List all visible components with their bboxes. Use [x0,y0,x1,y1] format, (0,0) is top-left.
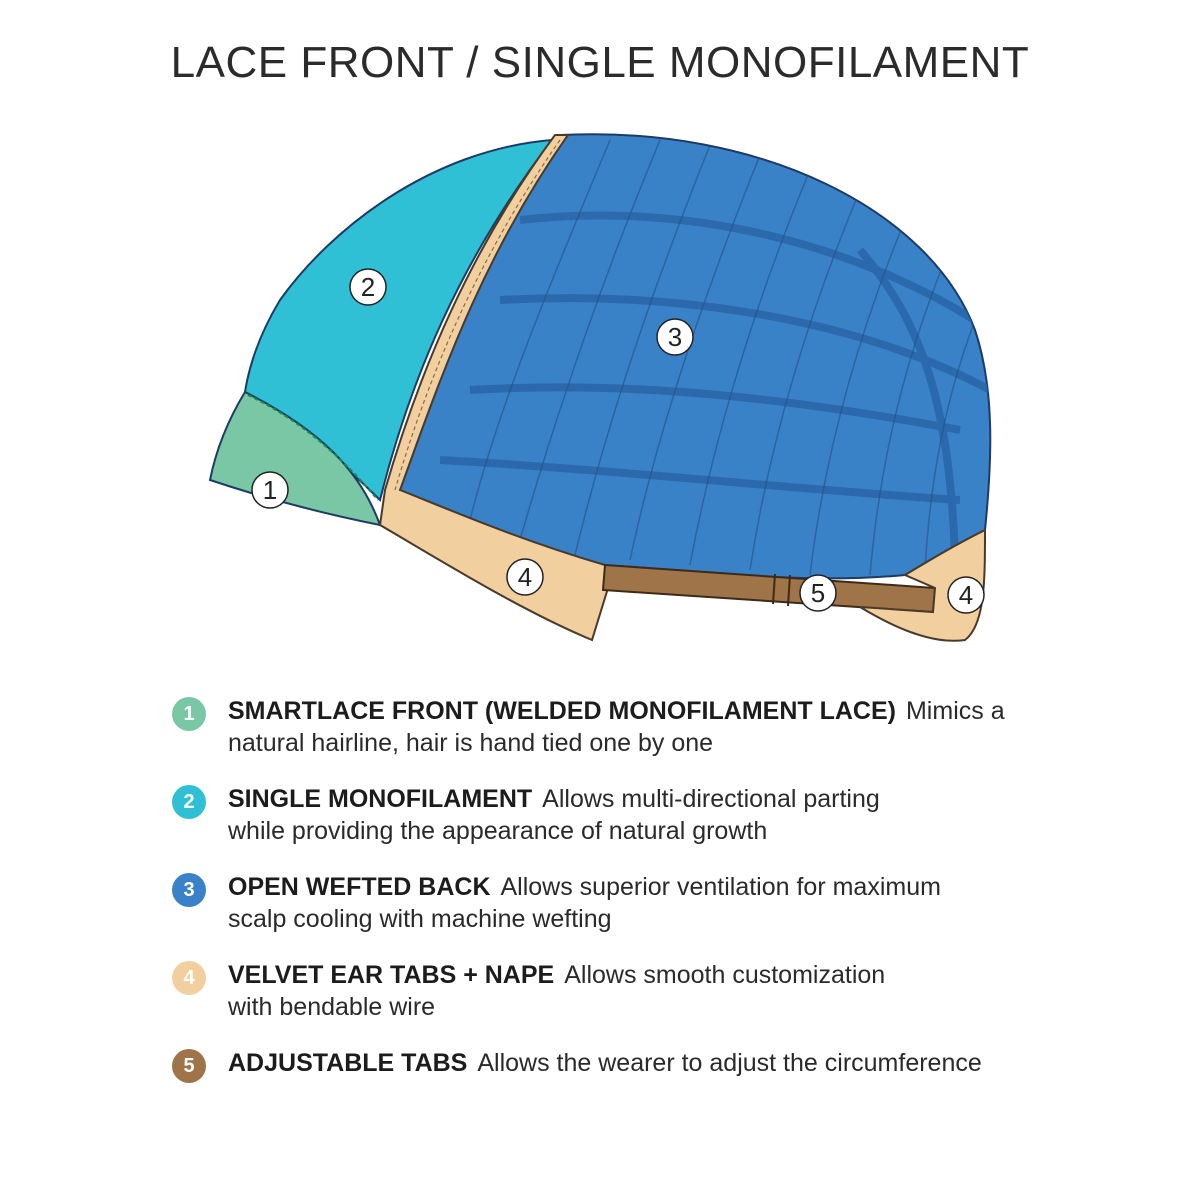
svg-text:3: 3 [667,322,683,352]
callout-4-front [507,559,543,595]
callout-1 [252,472,288,508]
svg-text:4: 4 [517,562,533,592]
legend-item-4: 4 VELVET EAR TABS + NAPE Allows smooth customization with bendable wire [172,959,1072,1023]
svg-text:5: 5 [810,578,826,608]
page-title: LACE FRONT / SINGLE MONOFILAMENT [170,38,1030,87]
legend-heading-1: SMARTLACE FRONT (WELDED MONOFILAMENT LACE) [228,697,896,725]
legend-badge-4: 4 [172,961,206,995]
svg-text:2: 2 [360,272,376,302]
callout-5 [800,575,836,611]
legend-badge-2: 2 [172,785,206,819]
legend-heading-3: OPEN WEFTED BACK [228,873,491,901]
legend-heading-5: ADJUSTABLE TABS [228,1049,468,1077]
legend-item-3: 3 OPEN WEFTED BACK Allows superior ventilation for maximum scalp cooling with machine wefting [172,871,1072,935]
legend [172,695,1072,1103]
callout-2 [350,269,386,305]
legend-badge-5: 5 [172,1049,206,1083]
svg-text:4: 4 [958,580,974,610]
svg-text:1: 1 [262,475,278,505]
callout-4-nape [948,577,984,613]
legend-heading-2: SINGLE MONOFILAMENT [228,785,533,813]
legend-badge-3: 3 [172,873,206,907]
legend-item-5: 5 ADJUSTABLE TABS Allows the wearer to adjust the circumference [172,1047,1072,1079]
legend-item-2: 2 SINGLE MONOFILAMENT Allows multi-directional parting while providing the appearance of natural growth [172,783,1072,847]
legend-heading-4: VELVET EAR TABS + NAPE [228,961,555,989]
callout-3 [657,319,693,355]
legend-badge-1: 1 [172,697,206,731]
legend-item-1: 1 SMARTLACE FRONT (WELDED MONOFILAMENT LACE) Mimics a natural hairline, hair is hand tied one by one [172,695,1072,759]
